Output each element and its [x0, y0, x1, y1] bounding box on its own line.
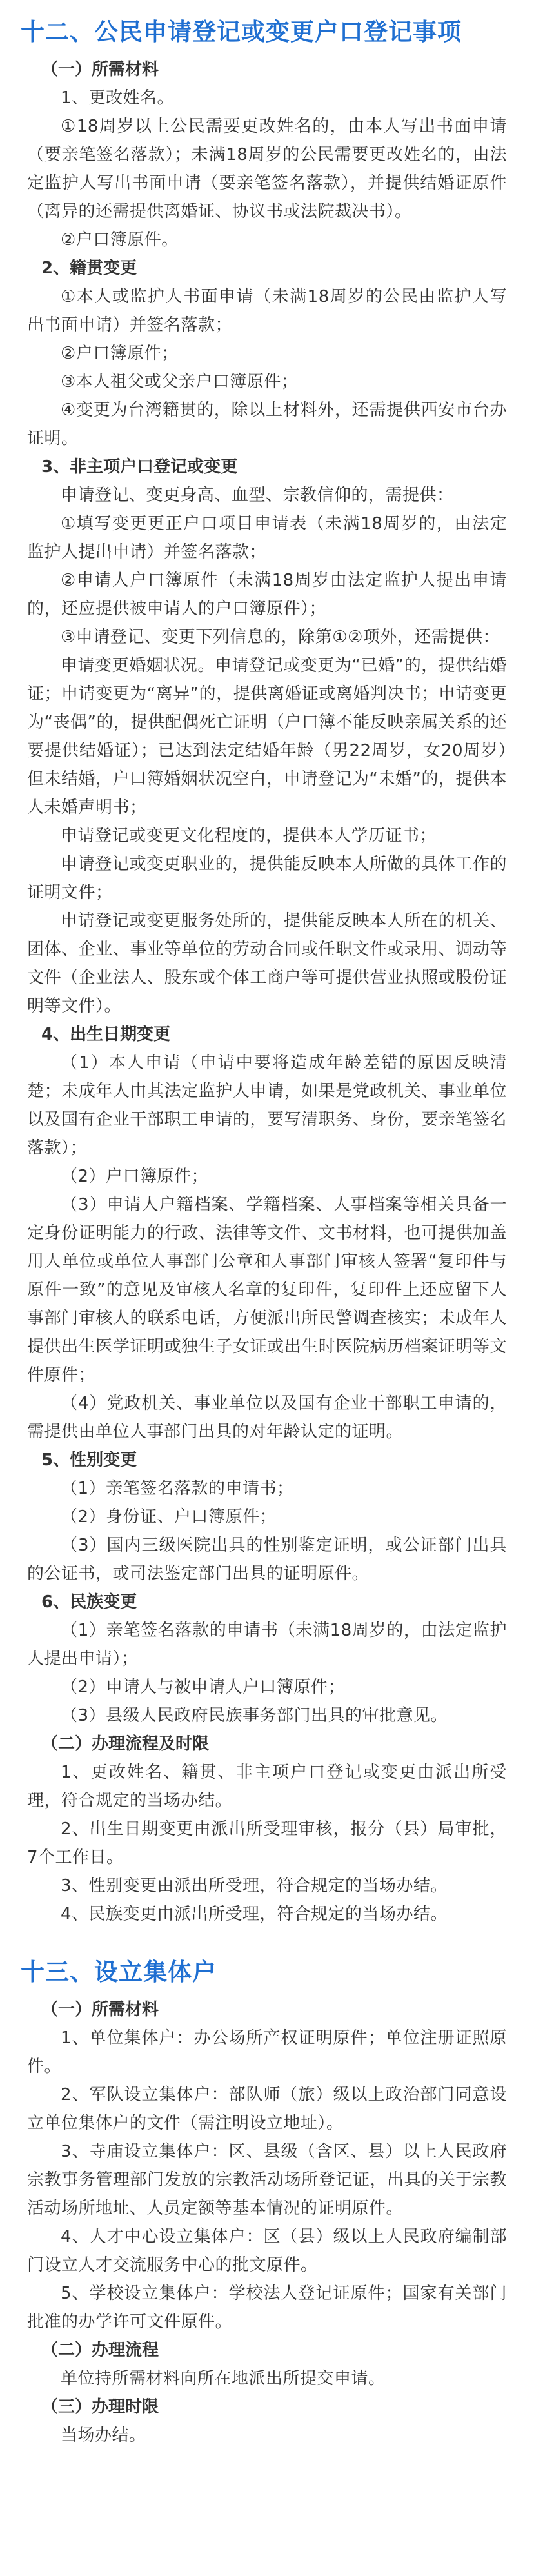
- paragraph: 5、学校设立集体户：学校法人登记证原件；国家有关部门批准的办学许可文件原件。: [27, 2284, 507, 2332]
- paragraph: ①本人或监护人书面申请（未满18周岁的公民由监护人写出书面申请）并签名落款；: [27, 287, 507, 335]
- subheading: 3、非主项户口登记或变更: [41, 457, 238, 477]
- paragraph: 1、更改姓名。: [61, 88, 175, 108]
- paragraph: 当场办结。: [61, 2426, 146, 2445]
- paragraph: （3）申请人户籍档案、学籍档案、人事档案等相关具备一定身份证明能力的行政、法律等文件、文书材料，也可提供加盖用人单位或单位人事部门公章和人事部门审核人签署“复印件与原件一致”的意见及审核人名章的复印件，复印件上还应留下人事部门审核人的联系电话，方便派出所民警调查核实；未成年人提供出生医学证明或独生子女证或出生时医院病历档案证明等文件原件；: [27, 1195, 507, 1385]
- paragraph: （3）县级人民政府民族事务部门出具的审批意见。: [61, 1706, 448, 1725]
- paragraph: ②户口簿原件。: [61, 230, 179, 250]
- paragraph: ③申请登记、变更下列信息的，除第①②项外，还需提供：: [61, 628, 500, 647]
- paragraph: ②户口簿原件；: [61, 344, 179, 363]
- paragraph: （2）申请人与被申请人户口簿原件；: [61, 1678, 346, 1697]
- subheading: （一）所需材料: [41, 60, 159, 79]
- paragraph: 申请变更婚姻状况。申请登记或变更为“已婚”的，提供结婚证；申请变更为“离异”的，提供离婚证或离婚判决书；申请变更为“丧偶”的，提供配偶死亡证明（户口簿不能反映亲属关系的还要提供结婚证）；已达到法定结婚年龄（男22周岁，女20周岁）但未结婚，户口簿婚姻状况空白，申请登记为“未婚”的，提供本人未婚声明书；: [27, 656, 507, 817]
- paragraph: 申请登记、变更身高、血型、宗教信仰的，需提供：: [61, 486, 454, 505]
- subheading: （二）办理流程及时限: [41, 1734, 210, 1754]
- paragraph: （4）党政机关、事业单位以及国有企业干部职工申请的，需提供由单位人事部门出具的对年龄认定的证明。: [27, 1394, 507, 1442]
- subheading: 5、性别变更: [41, 1451, 137, 1470]
- paragraph: 申请登记或变更职业的，提供能反映本人所做的具体工作的证明文件；: [27, 855, 507, 902]
- section-title: 十三、设立集体户: [21, 1958, 217, 1986]
- paragraph: 3、性别变更由派出所受理，符合规定的当场办结。: [61, 1876, 448, 1896]
- paragraph: （1）亲笔签名落款的申请书；: [61, 1479, 294, 1498]
- paragraph: ②申请人户口簿原件（未满18周岁由法定监护人提出申请的，还应提供被申请人的户口簿原件）；: [27, 571, 507, 619]
- paragraph: （1）亲笔签名落款的申请书（未满18周岁的，由法定监护人提出申请）；: [27, 1621, 507, 1669]
- paragraph: 4、人才中心设立集体户：区（县）级以上人民政府编制部门设立人才交流服务中心的批文原件。: [27, 2227, 507, 2275]
- paragraph: ①填写变更更正户口项目申请表（未满18周岁的，由法定监护人提出申请）并签名落款；: [27, 514, 507, 562]
- paragraph: 4、民族变更由派出所受理，符合规定的当场办结。: [61, 1905, 448, 1924]
- subheading: 2、籍贯变更: [41, 259, 137, 278]
- paragraph: 2、军队设立集体户：部队师（旅）级以上政治部门同意设立单位集体户的文件（需注明设立地址）。: [27, 2085, 507, 2133]
- subheading: 6、民族变更: [41, 1592, 137, 1612]
- paragraph: 申请登记或变更文化程度的，提供本人学历证书；: [61, 826, 437, 846]
- section-title: 十二、公民申请登记或变更户口登记事项: [21, 18, 462, 46]
- paragraph: （2）户口簿原件；: [61, 1167, 209, 1186]
- paragraph: 单位持所需材料向所在地派出所提交申请。: [61, 2369, 386, 2388]
- paragraph: ④变更为台湾籍贯的，除以上材料外，还需提供西安市台办证明。: [27, 401, 507, 448]
- paragraph: 1、更改姓名、籍贯、非主项户口登记或变更由派出所受理，符合规定的当场办结。: [27, 1763, 507, 1810]
- paragraph: （3）国内三级医院出具的性别鉴定证明，或公证部门出具的公证书，或司法鉴定部门出具的证明原件。: [27, 1536, 507, 1583]
- paragraph: 2、出生日期变更由派出所受理审核，报分（县）局审批，7个工作日。: [27, 1819, 507, 1867]
- subheading: 4、出生日期变更: [41, 1025, 171, 1044]
- subheading: （一）所需材料: [41, 2000, 159, 2019]
- paragraph: 1、单位集体户：办公场所产权证明原件；单位注册证照原件。: [27, 2028, 507, 2076]
- paragraph: 3、寺庙设立集体户：区、县级（含区、县）以上人民政府宗教事务管理部门发放的宗教活动场所登记证，出具的关于宗教活动场所地址、人员定额等基本情况的证明原件。: [27, 2142, 507, 2218]
- paragraph: （1）本人申请（申请中要将造成年龄差错的原因反映清楚；未成年人由其法定监护人申请，如果是党政机关、事业单位以及国有企业干部职工申请的，要写清职务、身份，要亲笔签名落款）；: [27, 1053, 507, 1158]
- subheading: （二）办理流程: [41, 2341, 159, 2360]
- paragraph: 申请登记或变更服务处所的，提供能反映本人所在的机关、团体、企业、事业等单位的劳动合同或任职文件或录用、调动等文件（企业法人、股东或个体工商户等可提供营业执照或股份证明等文件）。: [27, 911, 507, 1016]
- section-gap: [27, 1928, 507, 1952]
- paragraph: ③本人祖父或父亲户口簿原件；: [61, 372, 299, 391]
- subheading: （三）办理时限: [41, 2397, 159, 2417]
- paragraph: （2）身份证、户口簿原件；: [61, 1507, 277, 1527]
- paragraph: ①18周岁以上公民需要更改姓名的，由本人写出书面申请（要亲笔签名落款）；未满18周岁的公民需要更改姓名的，由法定监护人写出书面申请（要亲笔签名落款），并提供结婚证原件（离异的还需提供离婚证、协议书或法院裁决书）。: [27, 117, 507, 221]
